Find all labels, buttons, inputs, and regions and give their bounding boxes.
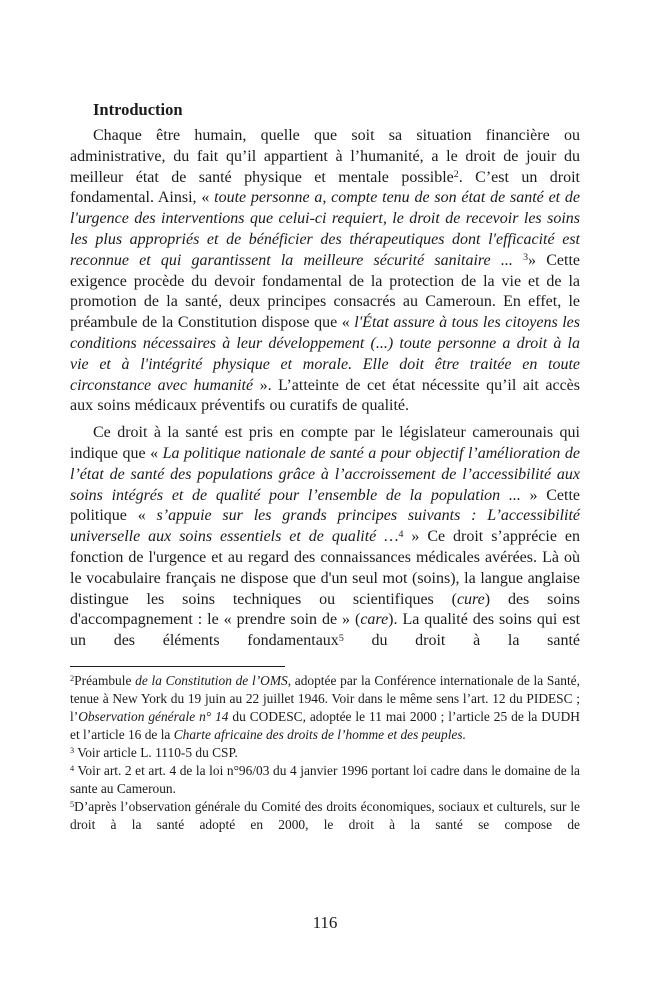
text-run: ). La qualité des soins qui est un des éléments fondamentaux	[70, 611, 581, 650]
footnote-list	[70, 672, 580, 834]
text-run: Voir article L. 1110-5 du CSP.	[74, 744, 238, 760]
text-run: , adoptée par la Conférence internationale de la Santé, tenue à New York du 19 juin au 22 juillet 1946. Voir dans le même sens l’art. 12 du PIDESC ; l’	[70, 672, 580, 724]
italic-run: Observation générale n° 14	[78, 708, 229, 724]
text-run: du droit à la santé	[343, 632, 580, 650]
superscript-ref: 4	[398, 528, 404, 540]
paragraph	[70, 126, 580, 417]
text-run: Préambule	[74, 672, 136, 688]
text-run: » Ce droit s’apprécie en fonction de l'urgence et au regard des connaissances médicales avérées. Là où le vocabulaire français ne dispose que d'un seul mot (soins), la langue anglaise distingue les soins techniques ou scientifiques (	[70, 528, 580, 608]
italic-run: s’appuie sur les grands principes suivants : L’accessibilité universelle aux soins essentiels et de qualité …	[70, 507, 581, 546]
paragraph-list	[70, 126, 580, 652]
text-run: Chaque être humain, quelle que soit sa situation financière ou administrative, du fait qu’il appartient à l’humanité, a le droit de jouir du meilleur état de santé physique et mentale possible	[70, 127, 580, 186]
italic-run: care	[360, 611, 389, 629]
superscript-ref: 3	[70, 746, 75, 756]
superscript-ref: 2	[70, 674, 75, 684]
footnote	[70, 798, 580, 834]
italic-run: de la Constitution de l’OMS	[135, 672, 288, 688]
italic-run: cure	[456, 590, 485, 608]
text-run: Voir art. 2 et art. 4 de la loi n°96/03 du 4 janvier 1996 portant loi cadre dans le domaine de la sante au Cameroun.	[70, 762, 580, 796]
text-run: D’après l’observation générale du Comité des droits économiques, sociaux et culturels, sur le droit à la santé adopté en 2000, le droit à la santé se compose de	[70, 798, 580, 832]
text-run: du CODESC, adoptée le 11 mai 2000 ; l’article 25 de la DUDH et l’article 16 de la	[70, 708, 580, 742]
italic-run: l'État assure à tous les citoyens les conditions nécessaires à leur développement (...) toute personne a droit à la vie et à l'intégrité physique et morale. Elle doit être traitée en toute circonstance avec humanité	[70, 314, 580, 394]
section-heading: Introduction	[93, 100, 183, 119]
text-run: . C’est un droit fondamental. Ainsi, «	[70, 168, 581, 207]
footnote	[70, 744, 580, 762]
text-run: Ce droit à la santé est pris en compte par le législateur camerounais qui indique que «	[70, 424, 580, 462]
text-run: » Cette politique «	[70, 486, 581, 525]
italic-run: toute personne a, compte tenu de son état de santé et de l'urgence des interventions que celui-ci requiert, le droit de recevoir les soins les plus appropriés et de bénéficier des thérapeutiques dont l'efficacité est reconnue et qui garantissent la meilleure sécurité sanitaire ...	[70, 189, 581, 269]
superscript-ref: 2	[453, 169, 459, 181]
footnote	[70, 762, 580, 798]
paragraph	[70, 423, 580, 652]
italic-run: Charte africaine des droits de l’homme et des peuples.	[173, 726, 466, 742]
footnote-separator	[70, 666, 285, 667]
italic-run: La politique nationale de santé a pour objectif l’amélioration de l’état de santé des populations grâce à l’accroissement de l’accessibilité aux soins intégrés et de qualité pour l’ensemble de la population ...	[70, 444, 580, 504]
text-run: ) des soins d'accompagnement : le « prendre soin de » (	[70, 590, 580, 629]
superscript-ref: 5	[70, 800, 75, 810]
superscript-ref: 3	[523, 252, 529, 264]
superscript-ref: 4	[70, 764, 75, 774]
page-number: 116	[312, 913, 338, 932]
footnotes-section	[70, 666, 580, 834]
text-run: ». L’atteinte de cet état nécessite qu’il ait accès aux soins médicaux préventifs ou curatifs de qualité.	[70, 376, 580, 415]
superscript-ref: 5	[338, 632, 344, 644]
text-run: » Cette exigence procède du devoir fondamental de la protection de la vie et de la promotion de la santé, deux principes consacrés au Cameroun. En effet, le préambule de la Constitution dispose que «	[70, 251, 580, 332]
footnote	[70, 672, 580, 744]
text-block	[70, 99, 580, 834]
